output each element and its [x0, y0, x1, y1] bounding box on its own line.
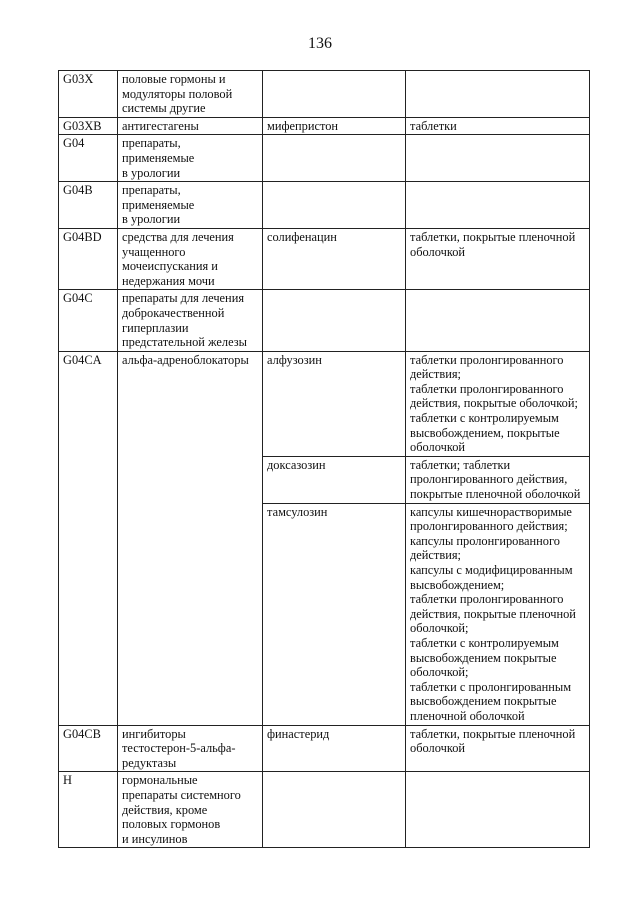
atc-code-cell: G04B [59, 182, 118, 229]
form-cell: таблетки пролонгированного действия; таблетки пролонгированного действия, покрытые оболочкой; таблетки с контролируемым высвобождением, покрытые оболочкой [406, 351, 590, 456]
atc-code-cell: G03XB [59, 117, 118, 135]
drug-cell: финастерид [263, 725, 406, 772]
drug-cell [263, 71, 406, 118]
atc-code-cell: G04CB [59, 725, 118, 772]
drug-cell [263, 290, 406, 351]
table-row [59, 135, 590, 182]
group-cell: антигестагены [118, 117, 263, 135]
group-cell: гормональные препараты системного действия, кроме половых гормонов и инсулинов [118, 772, 263, 848]
form-cell [406, 135, 590, 182]
drug-cell [263, 182, 406, 229]
atc-code-cell: G04CA [59, 351, 118, 725]
atc-code-cell: G04BD [59, 228, 118, 289]
drug-cell [263, 135, 406, 182]
form-cell [406, 290, 590, 351]
drug-cell: мифепристон [263, 117, 406, 135]
drug-classification-table [58, 70, 590, 848]
drug-cell: алфузозин [263, 351, 406, 456]
drug-cell: солифенацин [263, 228, 406, 289]
atc-code-cell: G04C [59, 290, 118, 351]
group-cell: половые гормоны и модуляторы половой системы другие [118, 71, 263, 118]
group-cell: препараты, применяемые в урологии [118, 135, 263, 182]
group-cell: препараты, применяемые в урологии [118, 182, 263, 229]
form-cell [406, 71, 590, 118]
table-row [59, 351, 590, 456]
table-row [59, 117, 590, 135]
drug-cell [263, 772, 406, 848]
table-row [59, 725, 590, 772]
table-row [59, 182, 590, 229]
form-cell: таблетки, покрытые пленочной оболочкой [406, 725, 590, 772]
drug-cell: тамсулозин [263, 503, 406, 725]
group-cell: препараты для лечения доброкачественной гиперплазии предстательной железы [118, 290, 263, 351]
form-cell: таблетки, покрытые пленочной оболочкой [406, 228, 590, 289]
drug-cell: доксазозин [263, 456, 406, 503]
table-row [59, 71, 590, 118]
page-number: 136 [308, 35, 332, 52]
group-cell: средства для лечения учащенного мочеиспускания и недержания мочи [118, 228, 263, 289]
atc-code-cell: G03X [59, 71, 118, 118]
form-cell [406, 772, 590, 848]
form-cell: таблетки; таблетки пролонгированного действия, покрытые пленочной оболочкой [406, 456, 590, 503]
form-cell [406, 182, 590, 229]
atc-code-cell: G04 [59, 135, 118, 182]
table-row [59, 290, 590, 351]
table-row [59, 228, 590, 289]
atc-code-cell: H [59, 772, 118, 848]
form-cell: таблетки [406, 117, 590, 135]
group-cell: альфа-адреноблокаторы [118, 351, 263, 725]
group-cell: ингибиторы тестостерон-5-альфа- редуктазы [118, 725, 263, 772]
table-row [59, 772, 590, 848]
form-cell: капсулы кишечнорастворимые пролонгированного действия; капсулы пролонгированного действия; капсулы с модифицированным высвобождением; таблетки пролонгированного действия, покрытые пленочной оболочкой; таблетки с контролируемым высвобождением покрытые оболочкой; таблетки с пролонгированным высвобождением покрытые пленочной оболочкой [406, 503, 590, 725]
